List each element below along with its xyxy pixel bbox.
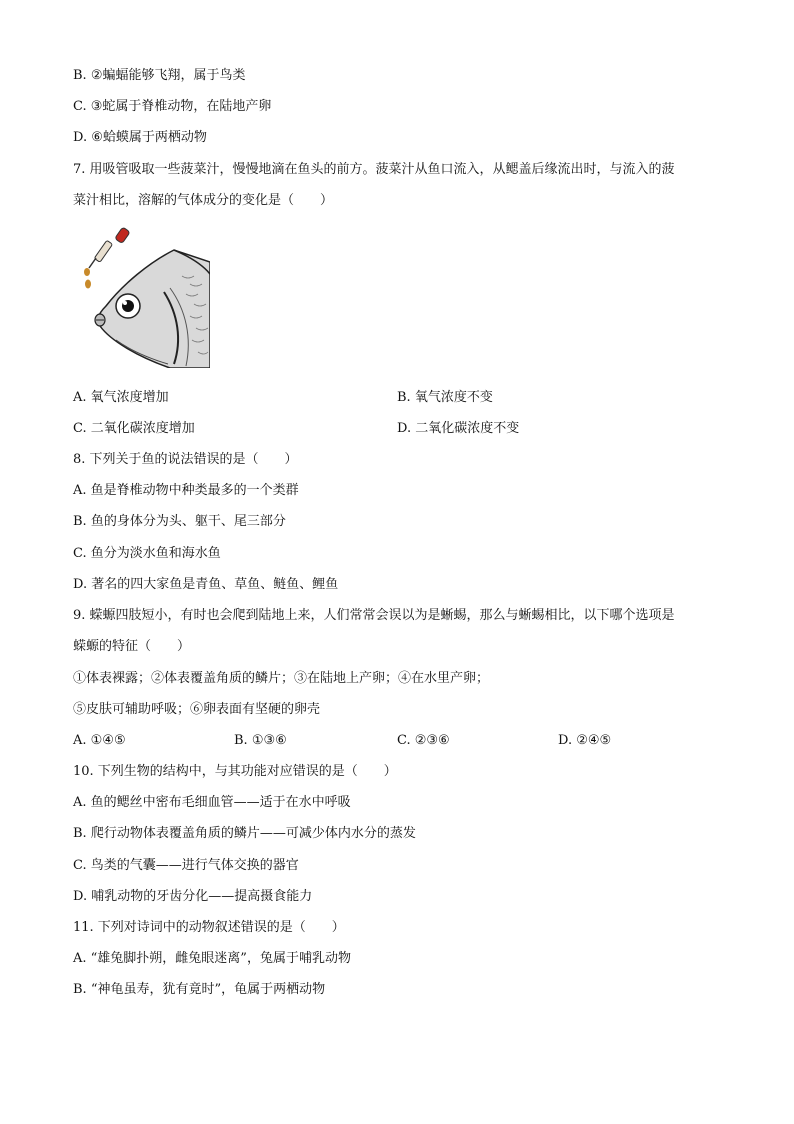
- question-11-option-a: A. “雄兔脚扑朔，雌兔眼迷离”，兔属于哺乳动物: [73, 951, 351, 966]
- question-7-line-2: 菜汁相比，溶解的气体成分的变化是（ ）: [73, 193, 334, 208]
- question-9-option-d: D. ②④⑤: [558, 733, 612, 748]
- question-7-option-b: B. 氧气浓度不变: [397, 390, 493, 405]
- question-7-option-a: A. 氧气浓度增加: [73, 390, 169, 405]
- question-11: 11. 下列对诗词中的动物叙述错误的是（ ）: [73, 920, 345, 935]
- line-q6-option-d: D. ⑥蛤蟆属于两栖动物: [73, 130, 207, 145]
- question-11-option-b: B. “神龟虽寿，犹有竟时”，龟属于两栖动物: [73, 982, 326, 997]
- fish-dropper-figure: [78, 222, 210, 368]
- dropper-icon: [84, 227, 130, 289]
- question-10-option-b: B. 爬行动物体表覆盖角质的鳞片——可减少体内水分的蒸发: [73, 826, 416, 841]
- question-7-line-1: 7. 用吸管吸取一些菠菜汁，慢慢地滴在鱼头的前方。菠菜汁从鱼口流入，从鳃盖后缘流出时，与流入的菠: [73, 162, 675, 177]
- question-10-option-c: C. 鸟类的气囊——进行气体交换的器官: [73, 858, 299, 873]
- question-9-line-1: 9. 蝾螈四肢短小，有时也会爬到陆地上来，人们常常会误以为是蜥蜴，那么与蜥蜴相比，以下哪个选项是: [73, 608, 675, 623]
- question-8: 8. 下列关于鱼的说法错误的是（ ）: [73, 452, 298, 467]
- question-9-option-c: C. ②③⑥: [397, 733, 450, 748]
- question-9-option-a: A. ①④⑤: [73, 733, 126, 748]
- question-9-option-b: B. ①③⑥: [234, 733, 287, 748]
- question-8-option-c: C. 鱼分为淡水鱼和海水鱼: [73, 546, 221, 561]
- question-8-option-b: B. 鱼的身体分为头、躯干、尾三部分: [73, 514, 286, 529]
- fish-head-icon: [95, 250, 210, 368]
- question-7-option-c: C. 二氧化碳浓度增加: [73, 421, 195, 436]
- question-7-option-d: D. 二氧化碳浓度不变: [397, 421, 520, 436]
- line-q6-option-c: C. ③蛇属于脊椎动物，在陆地产卵: [73, 99, 272, 114]
- question-8-option-d: D. 著名的四大家鱼是青鱼、草鱼、鲢鱼、鲤鱼: [73, 577, 339, 592]
- question-9-line-2: 蝾螈的特征（ ）: [73, 639, 191, 654]
- line-q6-option-b: B. ②蝙蝠能够飞翔，属于鸟类: [73, 68, 246, 83]
- question-10-option-d: D. 哺乳动物的牙齿分化——提高摄食能力: [73, 889, 313, 904]
- question-9-statements-2: ⑤皮肤可辅助呼吸；⑥卵表面有坚硬的卵壳: [73, 702, 321, 717]
- question-9-statements-1: ①体表裸露；②体表覆盖角质的鳞片；③在陆地上产卵；④在水里产卵；: [73, 671, 490, 686]
- question-8-option-a: A. 鱼是脊椎动物中种类最多的一个类群: [73, 483, 299, 498]
- question-10-option-a: A. 鱼的鳃丝中密布毛细血管——适于在水中呼吸: [73, 795, 351, 810]
- question-10: 10. 下列生物的结构中，与其功能对应错误的是（ ）: [73, 764, 397, 779]
